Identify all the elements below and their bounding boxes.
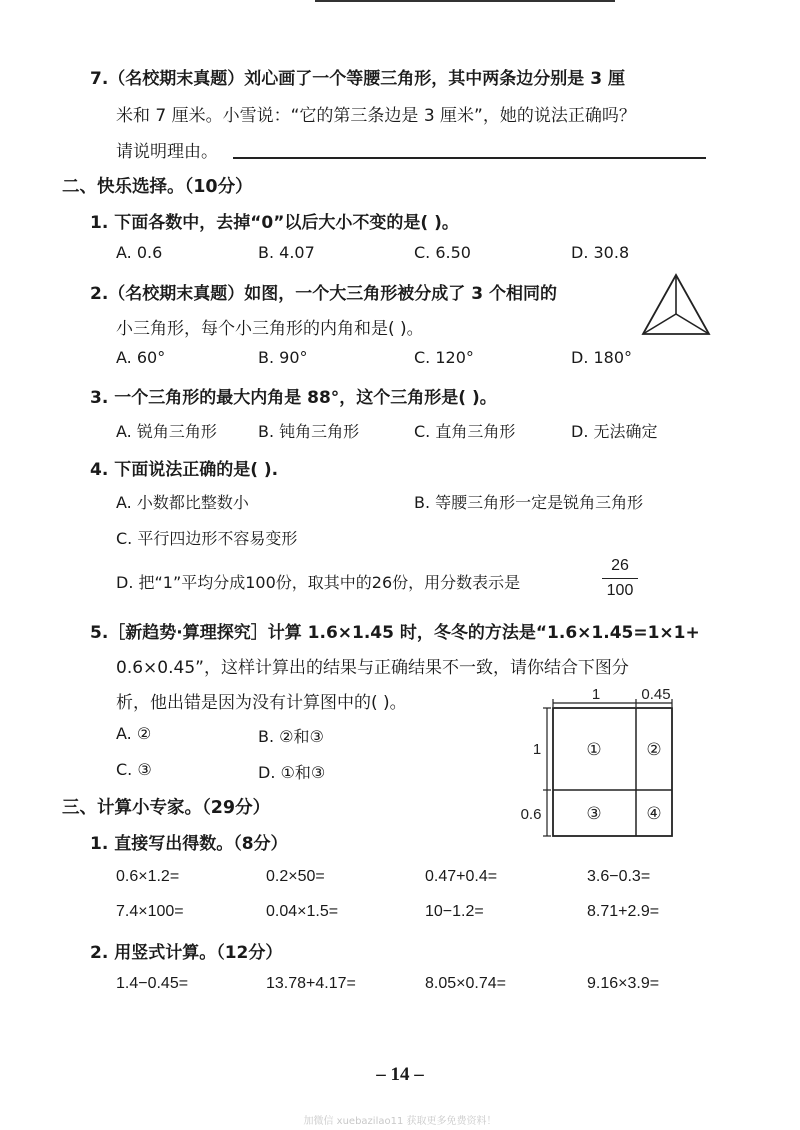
s2-q2-option-b: B. 90° [258,348,308,367]
fraction-numerator: 26 [611,557,629,574]
s2-q1-option-b: B. 4.07 [258,243,315,262]
s2-q4-stem: 4. 下面说法正确的是( ). [90,460,279,480]
fraction-26-over-100 [600,555,640,602]
fraction-denominator: 100 [606,582,634,599]
section2-title: 二、快乐选择。（10分） [62,177,253,197]
s2-q5-option-b: B. ②和③ [258,727,324,746]
s2-q3-option-a: A. 锐角三角形 [116,422,217,441]
region-1-label: ① [586,740,602,760]
region-4-label: ④ [646,804,662,824]
q7-line1: 7.（名校期末真题）刘心画了一个等腰三角形，其中两条边分别是 3 厘 [90,69,625,89]
q7-answer-line [233,157,706,159]
s2-q2-stem-line1: 2.（名校期末真题）如图，一个大三角形被分成了 3 个相同的 [90,284,557,304]
area-model-figure [510,686,690,846]
calc-r1-c4: 3.6−0.3= [587,868,651,885]
section3-title: 三、计算小专家。（29分） [62,798,271,818]
s2-q5-option-a: A. ② [116,724,152,743]
figure-left-label-1: 1 [532,741,542,758]
s2-q2-option-c: C. 120° [414,348,474,367]
calc-r3-c4: 9.16×3.9= [587,975,660,992]
figure-top-label-1: 1 [591,686,601,703]
s2-q5-line1: 5.［新趋势·算理探究］计算 1.6×1.45 时，冬冬的方法是“1.6×1.45=1×1+ [90,623,700,643]
calc-r3-c1: 1.4−0.45= [116,975,189,992]
figure-left-label-06: 0.6 [520,806,542,823]
s2-q2-option-d: D. 180° [571,348,633,367]
calc-r3-c2: 13.78+4.17= [266,975,356,992]
calc-r2-c4: 8.71+2.9= [587,903,660,920]
calc-r1-c3: 0.47+0.4= [425,868,498,885]
calc-r2-c3: 10−1.2= [425,903,484,920]
calc-r1-c2: 0.2×50= [266,868,325,885]
s2-q4-option-d: D. 把“1”平均分成100份，取其中的26份，用分数表示是 [116,573,521,592]
watermark-text: 加微信 xuebazilao11 获取更多免费资料！ [303,1116,497,1127]
s2-q1-option-c: C. 6.50 [414,243,471,262]
s2-q5-option-d: D. ①和③ [258,763,326,782]
s2-q5-line3: 析，他出错是因为没有计算图中的( )。 [116,693,407,713]
s2-q4-option-a: A. 小数都比整数小 [116,493,249,512]
s2-q3-stem: 3. 一个三角形的最大内角是 88°，这个三角形是( )。 [90,388,497,408]
s2-q1-stem: 1. 下面各数中，去掉“0”以后大小不变的是( )。 [90,213,459,233]
s2-q2-option-a: A. 60° [116,348,166,367]
top-edge-line [315,0,615,2]
s2-q1-option-d: D. 30.8 [571,243,630,262]
region-2-label: ② [646,740,662,760]
figure-top-label-045: 0.45 [641,686,671,703]
s2-q3-option-d: D. 无法确定 [571,422,658,441]
calc-r2-c1: 7.4×100= [116,903,184,920]
s3-sub2-title: 2. 用竖式计算。（12分） [90,943,283,963]
s2-q4-option-c: C. 平行四边形不容易变形 [116,529,298,548]
q7-line2: 米和 7 厘米。小雪说：“它的第三条边是 3 厘米”，她的说法正确吗？ [116,106,636,126]
s2-q3-option-c: C. 直角三角形 [414,422,516,441]
calc-r1-c1: 0.6×1.2= [116,868,180,885]
calc-r3-c3: 8.05×0.74= [425,975,506,992]
fraction-bar [602,578,638,579]
region-3-label: ③ [586,804,602,824]
s3-sub1-title: 1. 直接写出得数。（8分） [90,834,288,854]
s2-q5-line2: 0.6×0.45”，这样计算出的结果与正确结果不一致，请你结合下图分 [116,658,629,678]
q7-line3: 请说明理由。 [116,142,218,162]
s2-q3-option-b: B. 钝角三角形 [258,422,360,441]
calc-r2-c2: 0.04×1.5= [266,903,339,920]
s2-q1-option-a: A. 0.6 [116,243,163,262]
s2-q5-option-c: C. ③ [116,760,152,779]
page-number: – 14 – [376,1064,424,1085]
s2-q4-option-b: B. 等腰三角形一定是锐角三角形 [414,493,644,512]
s2-q2-stem-line2: 小三角形，每个小三角形的内角和是( )。 [116,319,424,339]
divided-triangle-figure [640,272,712,338]
